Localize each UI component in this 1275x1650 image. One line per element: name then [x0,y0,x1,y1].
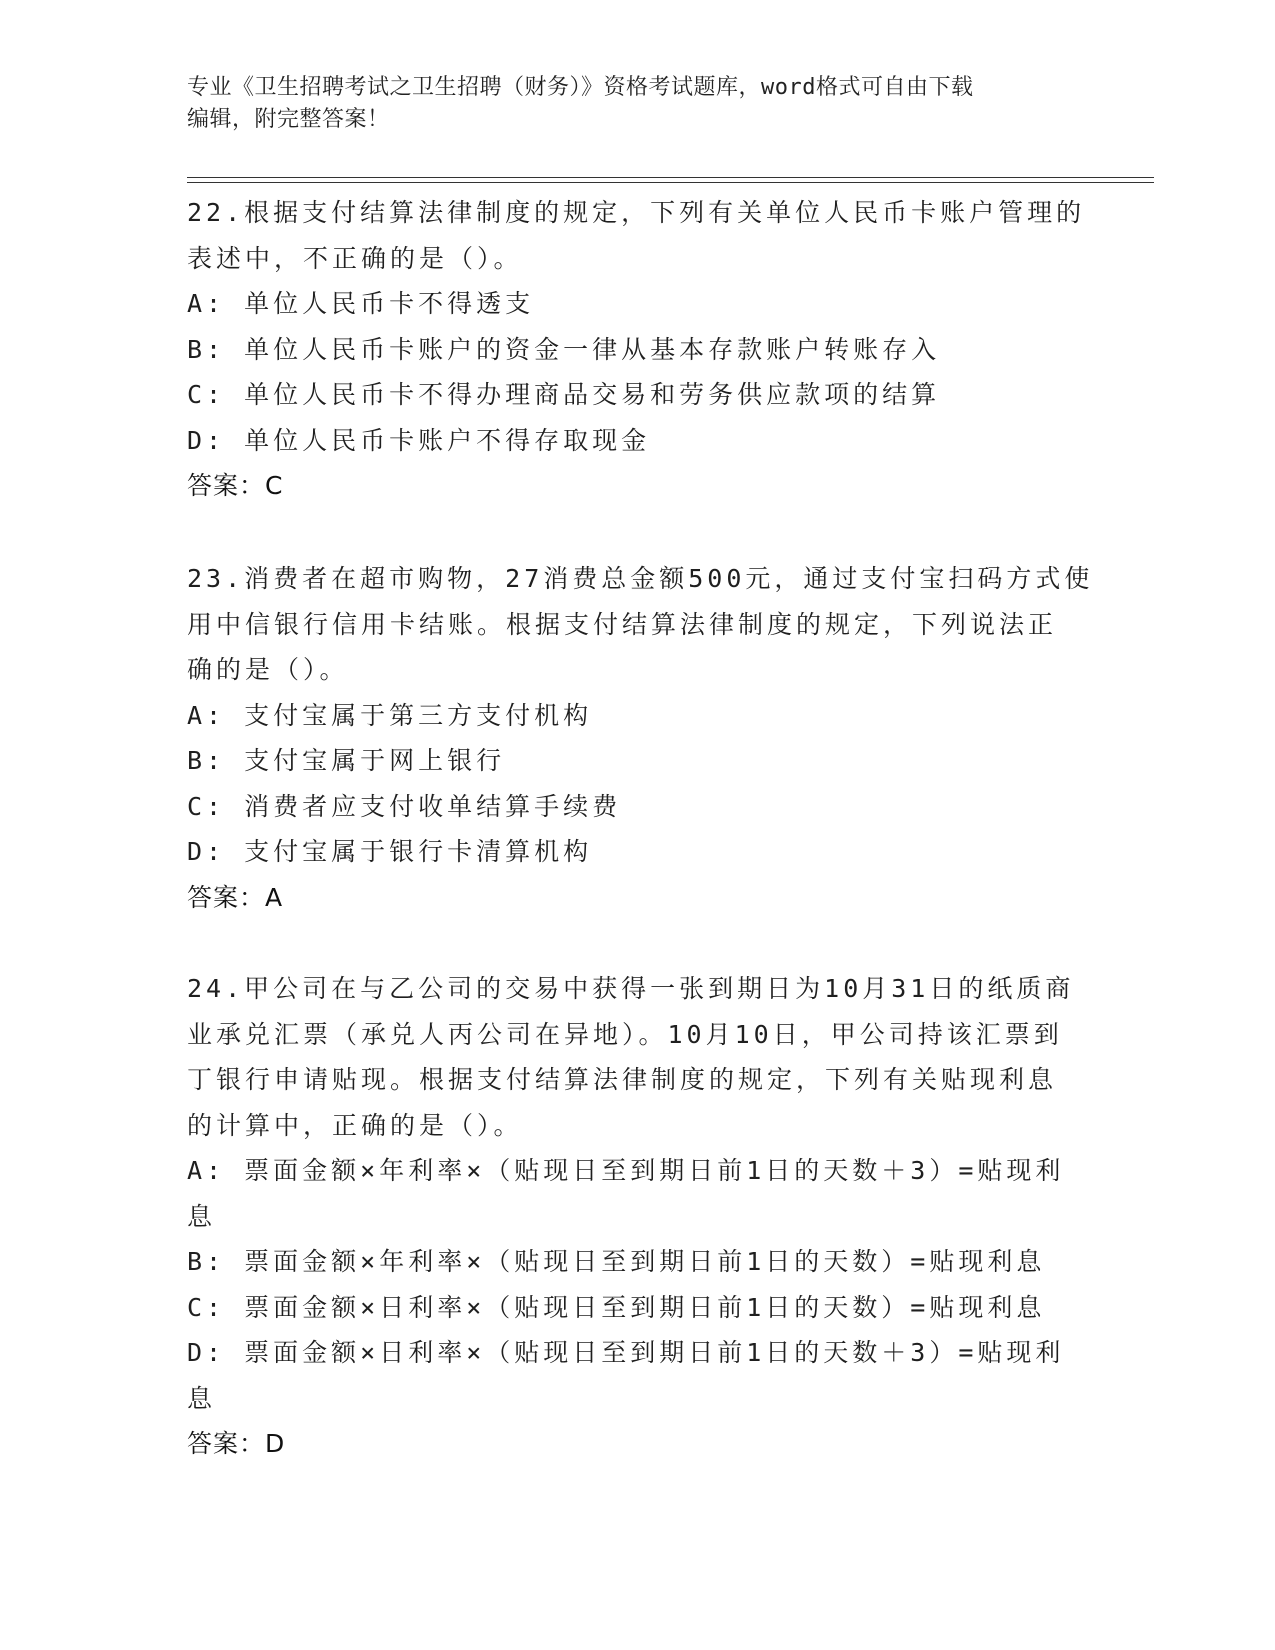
question-stem-line: 22.根据支付结算法律制度的规定，下列有关单位人民币卡账户管理的 [187,198,1086,227]
option-a: A: 单位人民币卡不得透支 [187,289,535,318]
header-divider [187,177,1154,178]
option-a: A: 票面金额×年利率×（贴现日至到期日前1日的天数＋3）=贴现利 [187,1156,1065,1185]
question-stem-line: 24.甲公司在与乙公司的交易中获得一张到期日为10月31日的纸质商 [187,974,1075,1003]
question-stem-line: 23.消费者在超市购物，27消费总金额500元，通过支付宝扫码方式使 [187,564,1094,593]
option-b: B: 票面金额×年利率×（贴现日至到期日前1日的天数）=贴现利息 [187,1247,1046,1276]
question-stem-line: 表述中，不正确的是（）。 [187,243,523,273]
question-stem-line: 丁银行申请贴现。根据支付结算法律制度的规定，下列有关贴现利息 [187,1065,1058,1094]
answer-line: 答案：C [187,471,284,500]
question-stem-line: 确的是（）。 [187,655,349,684]
answer-line: 答案：D [187,1429,286,1458]
question-block [187,190,1087,509]
question-stem-line: 用中信银行信用卡结账。根据支付结算法律制度的规定，下列说法正 [187,609,1058,639]
option-a-continued: 息 [187,1201,217,1231]
option-b: B: 支付宝属于网上银行 [187,746,506,775]
header-line: 专业《卫生招聘考试之卫生招聘（财务）》资格考试题库，word格式可自由下载 [187,75,974,100]
question-stem-line: 的计算中，正确的是（）。 [187,1110,523,1140]
option-d-continued: 息 [187,1383,217,1413]
option-d: D: 支付宝属于银行卡清算机构 [187,837,593,866]
option-c: C: 票面金额×日利率×（贴现日至到期日前1日的天数）=贴现利息 [187,1292,1046,1322]
option-b: B: 单位人民币卡账户的资金一律从基本存款账户转账存入 [187,334,941,364]
option-a: A: 支付宝属于第三方支付机构 [187,700,593,730]
option-c: C: 消费者应支付收单结算手续费 [187,791,622,821]
option-d: D: 单位人民币卡账户不得存取现金 [187,425,651,455]
header-divider [187,182,1154,183]
question-block [187,966,1087,1467]
question-block [187,556,1094,920]
question-stem-line: 业承兑汇票（承兑人丙公司在异地）。10月10日，甲公司持该汇票到 [187,1019,1063,1049]
answer-line: 答案：A [187,882,284,912]
header-line: 编辑，附完整答案！ [187,107,390,132]
document-header [187,72,1067,136]
option-d: D: 票面金额×日利率×（贴现日至到期日前1日的天数＋3）=贴现利 [187,1338,1065,1367]
option-c: C: 单位人民币卡不得办理商品交易和劳务供应款项的结算 [187,380,941,409]
